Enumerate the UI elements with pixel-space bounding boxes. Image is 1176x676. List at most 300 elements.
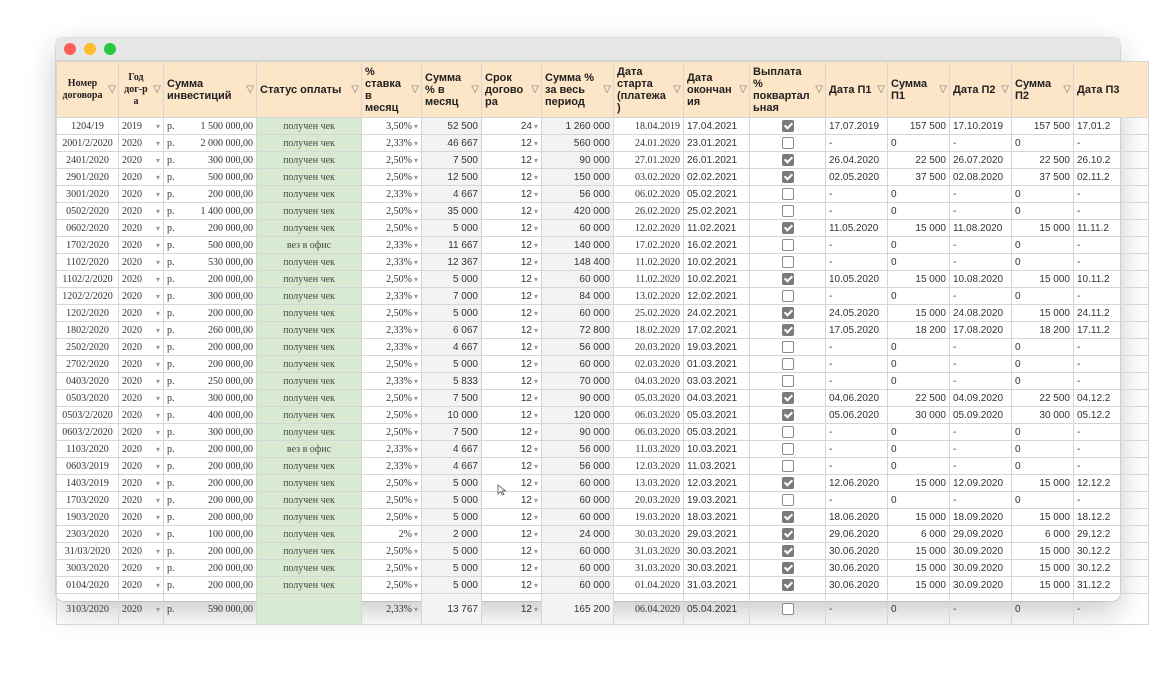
investment-amount-cell[interactable] <box>164 424 257 441</box>
end-date-cell[interactable]: 12.02.2021 <box>684 288 750 305</box>
payment2-date-cell[interactable]: 26.07.2020 <box>950 152 1012 169</box>
monthly-interest-cell[interactable]: 5 000 <box>422 305 482 322</box>
payment2-date-cell[interactable]: - <box>950 424 1012 441</box>
contract-number-cell[interactable]: 1204/19 <box>57 118 119 135</box>
start-date-cell[interactable]: 06.03.2020 <box>614 407 684 424</box>
monthly-interest-cell[interactable]: 2 000 <box>422 526 482 543</box>
investment-amount-cell[interactable] <box>164 492 257 509</box>
payment-status-cell[interactable]: получен чек <box>257 203 362 220</box>
investment-amount-cell[interactable] <box>164 373 257 390</box>
payment2-amount-cell[interactable]: 15 000 <box>1012 475 1074 492</box>
dropdown-arrow-icon[interactable]: ▾ <box>533 223 538 233</box>
dropdown-arrow-icon[interactable]: ▾ <box>155 444 160 454</box>
start-date-cell[interactable]: 04.03.2020 <box>614 373 684 390</box>
dropdown-arrow-icon[interactable]: ▾ <box>533 529 538 539</box>
quarterly-checkbox[interactable] <box>782 307 794 319</box>
payment-status-cell[interactable]: получен чек <box>257 458 362 475</box>
payment2-date-cell[interactable]: - <box>950 441 1012 458</box>
dropdown-arrow-icon[interactable]: ▾ <box>155 138 160 148</box>
quarterly-checkbox[interactable] <box>782 409 794 421</box>
investment-amount-cell[interactable] <box>164 356 257 373</box>
end-date-cell[interactable]: 17.02.2021 <box>684 322 750 339</box>
rate-select-cell[interactable] <box>362 169 422 186</box>
start-date-cell[interactable]: 18.02.2020 <box>614 322 684 339</box>
payment3-date-cell[interactable]: 24.11.2 <box>1074 305 1149 322</box>
contract-number-cell[interactable]: 1103/2020 <box>57 441 119 458</box>
end-date-cell[interactable]: 03.03.2021 <box>684 373 750 390</box>
rate-select-cell[interactable] <box>362 271 422 288</box>
dropdown-arrow-icon[interactable]: ▾ <box>155 393 160 403</box>
investment-amount-cell[interactable] <box>164 152 257 169</box>
end-date-cell[interactable]: 26.01.2021 <box>684 152 750 169</box>
monthly-interest-cell[interactable]: 4 667 <box>422 186 482 203</box>
payment1-date-cell[interactable]: 26.04.2020 <box>826 152 888 169</box>
monthly-interest-cell[interactable]: 7 500 <box>422 152 482 169</box>
payment3-date-cell[interactable]: 30.12.2 <box>1074 543 1149 560</box>
end-date-cell[interactable]: 05.04.2021 <box>684 594 750 625</box>
investment-amount-cell[interactable] <box>164 560 257 577</box>
payment2-date-cell[interactable]: - <box>950 458 1012 475</box>
monthly-interest-cell[interactable]: 5 000 <box>422 475 482 492</box>
contract-number-cell[interactable]: 2001/2/2020 <box>57 135 119 152</box>
payment2-date-cell[interactable]: - <box>950 237 1012 254</box>
total-interest-cell[interactable]: 140 000 <box>542 237 614 254</box>
quarterly-checkbox[interactable] <box>782 460 794 472</box>
start-date-cell[interactable]: 11.02.2020 <box>614 254 684 271</box>
rate-select-cell[interactable] <box>362 254 422 271</box>
payment2-amount-cell[interactable]: 15 000 <box>1012 560 1074 577</box>
payment1-date-cell[interactable]: - <box>826 186 888 203</box>
total-interest-cell[interactable]: 60 000 <box>542 492 614 509</box>
investment-amount-cell[interactable] <box>164 509 257 526</box>
quarterly-checkbox-cell[interactable] <box>750 220 826 237</box>
payment-status-cell[interactable]: получен чек <box>257 475 362 492</box>
term-select-cell[interactable] <box>482 186 542 203</box>
column-header[interactable] <box>542 62 614 118</box>
payment1-date-cell[interactable]: 18.06.2020 <box>826 509 888 526</box>
term-select-cell[interactable] <box>482 441 542 458</box>
quarterly-checkbox-cell[interactable] <box>750 271 826 288</box>
dropdown-arrow-icon[interactable]: ▾ <box>533 291 538 301</box>
quarterly-checkbox[interactable] <box>782 137 794 149</box>
total-interest-cell[interactable]: 60 000 <box>542 305 614 322</box>
year-select-cell[interactable] <box>119 560 164 577</box>
payment2-amount-cell[interactable]: 15 000 <box>1012 543 1074 560</box>
end-date-cell[interactable]: 05.03.2021 <box>684 407 750 424</box>
payment2-date-cell[interactable]: 11.08.2020 <box>950 220 1012 237</box>
term-select-cell[interactable] <box>482 339 542 356</box>
payment1-amount-cell[interactable]: 30 000 <box>888 407 950 424</box>
dropdown-arrow-icon[interactable]: ▾ <box>533 478 538 488</box>
quarterly-checkbox[interactable] <box>782 477 794 489</box>
monthly-interest-cell[interactable]: 5 833 <box>422 373 482 390</box>
contract-number-cell[interactable]: 2401/2020 <box>57 152 119 169</box>
monthly-interest-cell[interactable]: 5 000 <box>422 509 482 526</box>
term-select-cell[interactable] <box>482 458 542 475</box>
term-select-cell[interactable] <box>482 390 542 407</box>
quarterly-checkbox[interactable] <box>782 205 794 217</box>
year-select-cell[interactable] <box>119 543 164 560</box>
quarterly-checkbox-cell[interactable] <box>750 509 826 526</box>
investment-amount-cell[interactable] <box>164 305 257 322</box>
rate-select-cell[interactable] <box>362 492 422 509</box>
dropdown-arrow-icon[interactable]: ▾ <box>413 604 418 614</box>
rate-select-cell[interactable] <box>362 186 422 203</box>
payment1-date-cell[interactable]: 24.05.2020 <box>826 305 888 322</box>
contract-number-cell[interactable]: 2303/2020 <box>57 526 119 543</box>
start-date-cell[interactable]: 27.01.2020 <box>614 152 684 169</box>
monthly-interest-cell[interactable]: 13 767 <box>422 594 482 625</box>
payment-status-cell[interactable]: получен чек <box>257 526 362 543</box>
dropdown-arrow-icon[interactable]: ▾ <box>533 274 538 284</box>
start-date-cell[interactable]: 11.03.2020 <box>614 441 684 458</box>
dropdown-arrow-icon[interactable]: ▾ <box>533 546 538 556</box>
payment1-date-cell[interactable]: 11.05.2020 <box>826 220 888 237</box>
filter-icon[interactable]: ▽ <box>673 83 681 95</box>
payment2-date-cell[interactable]: - <box>950 203 1012 220</box>
quarterly-checkbox[interactable] <box>782 494 794 506</box>
payment-status-cell[interactable]: получен чек <box>257 577 362 594</box>
end-date-cell[interactable]: 23.01.2021 <box>684 135 750 152</box>
payment1-date-cell[interactable]: 30.06.2020 <box>826 577 888 594</box>
monthly-interest-cell[interactable]: 5 000 <box>422 356 482 373</box>
payment2-amount-cell[interactable]: 0 <box>1012 203 1074 220</box>
payment1-date-cell[interactable]: 30.06.2020 <box>826 543 888 560</box>
start-date-cell[interactable]: 06.02.2020 <box>614 186 684 203</box>
payment2-date-cell[interactable]: 02.08.2020 <box>950 169 1012 186</box>
contract-number-cell[interactable]: 1702/2020 <box>57 237 119 254</box>
dropdown-arrow-icon[interactable]: ▾ <box>413 138 418 148</box>
monthly-interest-cell[interactable]: 12 367 <box>422 254 482 271</box>
quarterly-checkbox-cell[interactable] <box>750 407 826 424</box>
dropdown-arrow-icon[interactable]: ▾ <box>155 376 160 386</box>
filter-icon[interactable]: ▽ <box>1001 83 1009 95</box>
monthly-interest-cell[interactable]: 5 000 <box>422 577 482 594</box>
dropdown-arrow-icon[interactable]: ▾ <box>413 223 418 233</box>
end-date-cell[interactable]: 05.03.2021 <box>684 424 750 441</box>
investment-amount-cell[interactable] <box>164 594 257 625</box>
column-header[interactable] <box>684 62 750 118</box>
contract-number-cell[interactable]: 2702/2020 <box>57 356 119 373</box>
quarterly-checkbox-cell[interactable] <box>750 152 826 169</box>
start-date-cell[interactable]: 11.02.2020 <box>614 271 684 288</box>
payment3-date-cell[interactable]: - <box>1074 288 1149 305</box>
rate-select-cell[interactable] <box>362 509 422 526</box>
year-select-cell[interactable] <box>119 254 164 271</box>
start-date-cell[interactable]: 31.03.2020 <box>614 543 684 560</box>
dropdown-arrow-icon[interactable]: ▾ <box>155 495 160 505</box>
payment1-amount-cell[interactable]: 0 <box>888 254 950 271</box>
dropdown-arrow-icon[interactable]: ▾ <box>155 427 160 437</box>
quarterly-checkbox-cell[interactable] <box>750 288 826 305</box>
payment1-amount-cell[interactable]: 0 <box>888 373 950 390</box>
dropdown-arrow-icon[interactable]: ▾ <box>533 393 538 403</box>
contract-number-cell[interactable]: 1802/2020 <box>57 322 119 339</box>
payment1-amount-cell[interactable]: 0 <box>888 356 950 373</box>
dropdown-arrow-icon[interactable]: ▾ <box>155 223 160 233</box>
payment2-amount-cell[interactable]: 0 <box>1012 339 1074 356</box>
total-interest-cell[interactable]: 90 000 <box>542 424 614 441</box>
payment-status-cell[interactable]: получен чек <box>257 339 362 356</box>
total-interest-cell[interactable]: 60 000 <box>542 543 614 560</box>
payment1-amount-cell[interactable]: 15 000 <box>888 543 950 560</box>
dropdown-arrow-icon[interactable]: ▾ <box>413 461 418 471</box>
payment1-date-cell[interactable]: 02.05.2020 <box>826 169 888 186</box>
rate-select-cell[interactable] <box>362 594 422 625</box>
end-date-cell[interactable]: 12.03.2021 <box>684 475 750 492</box>
dropdown-arrow-icon[interactable]: ▾ <box>155 546 160 556</box>
investment-amount-cell[interactable] <box>164 543 257 560</box>
dropdown-arrow-icon[interactable]: ▾ <box>155 172 160 182</box>
rate-select-cell[interactable] <box>362 203 422 220</box>
column-header[interactable] <box>422 62 482 118</box>
column-header[interactable] <box>614 62 684 118</box>
quarterly-checkbox[interactable] <box>782 341 794 353</box>
quarterly-checkbox-cell[interactable] <box>750 475 826 492</box>
dropdown-arrow-icon[interactable]: ▾ <box>155 206 160 216</box>
payment3-date-cell[interactable]: 04.12.2 <box>1074 390 1149 407</box>
dropdown-arrow-icon[interactable]: ▾ <box>413 342 418 352</box>
monthly-interest-cell[interactable]: 7 500 <box>422 390 482 407</box>
payment2-date-cell[interactable]: - <box>950 254 1012 271</box>
contract-number-cell[interactable]: 1903/2020 <box>57 509 119 526</box>
payment1-amount-cell[interactable]: 15 000 <box>888 220 950 237</box>
contract-number-cell[interactable]: 0603/2/2020 <box>57 424 119 441</box>
payment2-date-cell[interactable]: - <box>950 186 1012 203</box>
contract-number-cell[interactable]: 1202/2020 <box>57 305 119 322</box>
dropdown-arrow-icon[interactable]: ▾ <box>413 580 418 590</box>
term-select-cell[interactable] <box>482 288 542 305</box>
start-date-cell[interactable]: 26.02.2020 <box>614 203 684 220</box>
total-interest-cell[interactable]: 420 000 <box>542 203 614 220</box>
total-interest-cell[interactable]: 70 000 <box>542 373 614 390</box>
column-header[interactable] <box>164 62 257 118</box>
dropdown-arrow-icon[interactable]: ▾ <box>413 478 418 488</box>
year-select-cell[interactable] <box>119 373 164 390</box>
payment-status-cell[interactable]: получен чек <box>257 305 362 322</box>
payment-status-cell[interactable]: получен чек <box>257 424 362 441</box>
start-date-cell[interactable]: 17.02.2020 <box>614 237 684 254</box>
payment2-amount-cell[interactable]: 6 000 <box>1012 526 1074 543</box>
payment2-date-cell[interactable]: - <box>950 339 1012 356</box>
contract-number-cell[interactable]: 0603/2019 <box>57 458 119 475</box>
start-date-cell[interactable]: 19.03.2020 <box>614 509 684 526</box>
start-date-cell[interactable]: 18.04.2019 <box>614 118 684 135</box>
quarterly-checkbox[interactable] <box>782 443 794 455</box>
investment-amount-cell[interactable] <box>164 322 257 339</box>
contract-number-cell[interactable]: 3003/2020 <box>57 560 119 577</box>
dropdown-arrow-icon[interactable]: ▾ <box>155 604 160 614</box>
payment1-amount-cell[interactable]: 37 500 <box>888 169 950 186</box>
dropdown-arrow-icon[interactable]: ▾ <box>413 444 418 454</box>
rate-select-cell[interactable] <box>362 118 422 135</box>
start-date-cell[interactable]: 03.02.2020 <box>614 169 684 186</box>
total-interest-cell[interactable]: 60 000 <box>542 560 614 577</box>
contract-number-cell[interactable]: 1202/2/2020 <box>57 288 119 305</box>
total-interest-cell[interactable]: 60 000 <box>542 356 614 373</box>
payment3-date-cell[interactable]: 26.10.2 <box>1074 152 1149 169</box>
contract-number-cell[interactable]: 3103/2020 <box>57 594 119 625</box>
quarterly-checkbox-cell[interactable] <box>750 169 826 186</box>
total-interest-cell[interactable]: 72 800 <box>542 322 614 339</box>
payment2-date-cell[interactable]: 10.08.2020 <box>950 271 1012 288</box>
contract-number-cell[interactable]: 31/03/2020 <box>57 543 119 560</box>
payment2-amount-cell[interactable]: 22 500 <box>1012 390 1074 407</box>
monthly-interest-cell[interactable]: 11 667 <box>422 237 482 254</box>
term-select-cell[interactable] <box>482 220 542 237</box>
term-select-cell[interactable] <box>482 135 542 152</box>
total-interest-cell[interactable]: 24 000 <box>542 526 614 543</box>
payment2-amount-cell[interactable]: 0 <box>1012 356 1074 373</box>
payment3-date-cell[interactable]: - <box>1074 254 1149 271</box>
payment3-date-cell[interactable]: - <box>1074 441 1149 458</box>
start-date-cell[interactable]: 20.03.2020 <box>614 492 684 509</box>
end-date-cell[interactable]: 18.03.2021 <box>684 509 750 526</box>
rate-select-cell[interactable] <box>362 390 422 407</box>
payment3-date-cell[interactable]: - <box>1074 135 1149 152</box>
payment1-date-cell[interactable]: 04.06.2020 <box>826 390 888 407</box>
payment1-amount-cell[interactable]: 22 500 <box>888 152 950 169</box>
dropdown-arrow-icon[interactable]: ▾ <box>155 359 160 369</box>
investment-amount-cell[interactable] <box>164 135 257 152</box>
dropdown-arrow-icon[interactable]: ▾ <box>155 308 160 318</box>
term-select-cell[interactable] <box>482 237 542 254</box>
start-date-cell[interactable]: 06.03.2020 <box>614 424 684 441</box>
column-header[interactable] <box>119 62 164 118</box>
quarterly-checkbox[interactable] <box>782 120 794 132</box>
payment1-date-cell[interactable]: - <box>826 135 888 152</box>
payment-status-cell[interactable]: получен чек <box>257 288 362 305</box>
payment-status-cell[interactable]: получен чек <box>257 152 362 169</box>
minimize-window-button[interactable] <box>84 43 96 55</box>
maximize-window-button[interactable] <box>104 43 116 55</box>
total-interest-cell[interactable]: 84 000 <box>542 288 614 305</box>
rate-select-cell[interactable] <box>362 339 422 356</box>
dropdown-arrow-icon[interactable]: ▾ <box>533 461 538 471</box>
rate-select-cell[interactable] <box>362 237 422 254</box>
quarterly-checkbox[interactable] <box>782 358 794 370</box>
monthly-interest-cell[interactable]: 46 667 <box>422 135 482 152</box>
year-select-cell[interactable] <box>119 577 164 594</box>
total-interest-cell[interactable]: 56 000 <box>542 186 614 203</box>
end-date-cell[interactable]: 11.03.2021 <box>684 458 750 475</box>
investment-amount-cell[interactable] <box>164 288 257 305</box>
payment1-date-cell[interactable]: - <box>826 424 888 441</box>
dropdown-arrow-icon[interactable]: ▾ <box>413 121 418 131</box>
quarterly-checkbox-cell[interactable] <box>750 339 826 356</box>
quarterly-checkbox[interactable] <box>782 273 794 285</box>
payment2-date-cell[interactable]: 18.09.2020 <box>950 509 1012 526</box>
payment1-date-cell[interactable]: 05.06.2020 <box>826 407 888 424</box>
rate-select-cell[interactable] <box>362 526 422 543</box>
filter-icon[interactable]: ▽ <box>877 83 885 95</box>
filter-icon[interactable]: ▽ <box>603 83 611 95</box>
start-date-cell[interactable]: 06.04.2020 <box>614 594 684 625</box>
contract-number-cell[interactable]: 0403/2020 <box>57 373 119 390</box>
year-select-cell[interactable] <box>119 356 164 373</box>
dropdown-arrow-icon[interactable]: ▾ <box>155 121 160 131</box>
payment3-date-cell[interactable]: 05.12.2 <box>1074 407 1149 424</box>
payment3-date-cell[interactable]: 31.12.2 <box>1074 577 1149 594</box>
payment-status-cell[interactable]: получен чек <box>257 492 362 509</box>
start-date-cell[interactable]: 13.02.2020 <box>614 288 684 305</box>
end-date-cell[interactable]: 31.03.2021 <box>684 577 750 594</box>
year-select-cell[interactable] <box>119 339 164 356</box>
payment2-date-cell[interactable]: 12.09.2020 <box>950 475 1012 492</box>
dropdown-arrow-icon[interactable]: ▾ <box>413 546 418 556</box>
start-date-cell[interactable]: 25.02.2020 <box>614 305 684 322</box>
end-date-cell[interactable]: 19.03.2021 <box>684 339 750 356</box>
quarterly-checkbox[interactable] <box>782 239 794 251</box>
year-select-cell[interactable] <box>119 118 164 135</box>
dropdown-arrow-icon[interactable]: ▾ <box>413 155 418 165</box>
payment2-amount-cell[interactable]: 157 500 <box>1012 118 1074 135</box>
dropdown-arrow-icon[interactable]: ▾ <box>413 393 418 403</box>
payment3-date-cell[interactable]: 17.01.2 <box>1074 118 1149 135</box>
payment-status-cell[interactable]: получен чек <box>257 407 362 424</box>
dropdown-arrow-icon[interactable]: ▾ <box>533 138 538 148</box>
payment1-amount-cell[interactable]: 0 <box>888 135 950 152</box>
dropdown-arrow-icon[interactable]: ▾ <box>155 512 160 522</box>
dropdown-arrow-icon[interactable]: ▾ <box>155 580 160 590</box>
quarterly-checkbox-cell[interactable] <box>750 135 826 152</box>
payment3-date-cell[interactable]: 18.12.2 <box>1074 509 1149 526</box>
payment-status-cell[interactable]: получен чек <box>257 118 362 135</box>
payment1-amount-cell[interactable]: 0 <box>888 288 950 305</box>
payment3-date-cell[interactable]: - <box>1074 186 1149 203</box>
rate-select-cell[interactable] <box>362 407 422 424</box>
payment1-date-cell[interactable]: - <box>826 339 888 356</box>
rate-select-cell[interactable] <box>362 220 422 237</box>
monthly-interest-cell[interactable]: 52 500 <box>422 118 482 135</box>
investment-amount-cell[interactable] <box>164 577 257 594</box>
quarterly-checkbox-cell[interactable] <box>750 203 826 220</box>
payment1-amount-cell[interactable]: 0 <box>888 492 950 509</box>
payment1-date-cell[interactable]: 12.06.2020 <box>826 475 888 492</box>
term-select-cell[interactable] <box>482 475 542 492</box>
investment-amount-cell[interactable] <box>164 458 257 475</box>
total-interest-cell[interactable]: 90 000 <box>542 390 614 407</box>
payment1-amount-cell[interactable]: 15 000 <box>888 577 950 594</box>
monthly-interest-cell[interactable]: 10 000 <box>422 407 482 424</box>
quarterly-checkbox-cell[interactable] <box>750 577 826 594</box>
payment2-amount-cell[interactable]: 0 <box>1012 492 1074 509</box>
monthly-interest-cell[interactable]: 7 000 <box>422 288 482 305</box>
dropdown-arrow-icon[interactable]: ▾ <box>155 291 160 301</box>
payment2-date-cell[interactable]: 24.08.2020 <box>950 305 1012 322</box>
dropdown-arrow-icon[interactable]: ▾ <box>155 410 160 420</box>
term-select-cell[interactable] <box>482 169 542 186</box>
payment3-date-cell[interactable]: 11.11.2 <box>1074 220 1149 237</box>
payment1-amount-cell[interactable]: 157 500 <box>888 118 950 135</box>
payment1-date-cell[interactable]: - <box>826 441 888 458</box>
column-header[interactable] <box>750 62 826 118</box>
rate-select-cell[interactable] <box>362 373 422 390</box>
quarterly-checkbox[interactable] <box>782 511 794 523</box>
dropdown-arrow-icon[interactable]: ▾ <box>155 342 160 352</box>
dropdown-arrow-icon[interactable]: ▾ <box>413 308 418 318</box>
payment2-date-cell[interactable]: - <box>950 492 1012 509</box>
start-date-cell[interactable]: 30.03.2020 <box>614 526 684 543</box>
quarterly-checkbox[interactable] <box>782 545 794 557</box>
rate-select-cell[interactable] <box>362 305 422 322</box>
dropdown-arrow-icon[interactable]: ▾ <box>413 291 418 301</box>
monthly-interest-cell[interactable]: 12 500 <box>422 169 482 186</box>
year-select-cell[interactable] <box>119 322 164 339</box>
dropdown-arrow-icon[interactable]: ▾ <box>533 359 538 369</box>
term-select-cell[interactable] <box>482 152 542 169</box>
investment-amount-cell[interactable] <box>164 118 257 135</box>
